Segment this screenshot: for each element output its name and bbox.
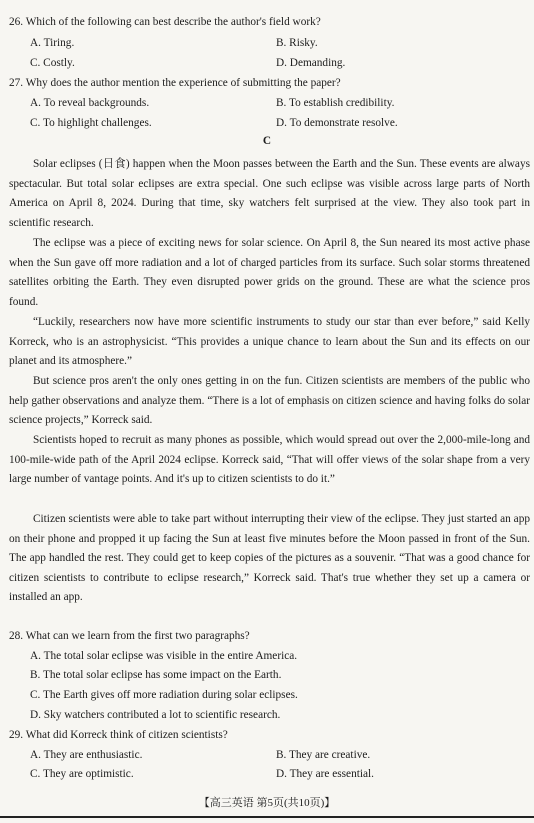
section-c-label: C [262, 135, 272, 147]
q28-option-d: D. Sky watchers contributed a lot to scientific research. [30, 709, 281, 721]
q29-option-b: B. They are creative. [276, 749, 371, 761]
q26-option-b: B. Risky. [276, 37, 318, 49]
passage-paragraph-3: “Luckily, researchers now have more scientific instruments to study our star than ever before,” said Kelly Korreck, who is an astrophysicist. “This provides a unique chance to learn about the Sun and its effects on our planet and its atmosphere.” [9, 316, 530, 368]
passage-paragraph-6: Citizen scientists were able to take part without interrupting their view of the eclipse. They just started an app on their phone and propped it up facing the Sun at least five minutes before the Moon passed in front of the Sun. The app handled the rest. They could get to keep copies of the pictures as a souvenir. “That was a good chance for citizen scientists to contribute to eclipse research,” Korreck said. That's true whether they set up a camera or installed an app. [9, 513, 530, 604]
q29-option-d: D. They are essential. [276, 768, 374, 780]
page-footer: 【高三英语 第5页(共10页)】 [198, 797, 336, 809]
q26-option-c: C. Costly. [30, 57, 75, 69]
bottom-rule [0, 816, 534, 818]
q26-option-d: D. Demanding. [276, 57, 346, 69]
question-28-stem: 28. What can we learn from the first two paragraphs? [9, 630, 250, 642]
q28-option-c: C. The Earth gives off more radiation during solar eclipses. [30, 689, 298, 701]
q27-option-a: A. To reveal backgrounds. [30, 97, 150, 109]
q27-option-c: C. To highlight challenges. [30, 117, 152, 129]
q28-option-a: A. The total solar eclipse was visible in the entire America. [30, 650, 298, 662]
q26-option-a: A. Tiring. [30, 37, 75, 49]
passage-paragraph-1: Solar eclipses (日食) happen when the Moon passes between the Earth and the Sun. These events are always spectacular. But total solar eclipses are extra special. One such eclipse was visible across large parts of North America on April 8, 2024. During that time, sky watchers felt surprised at the view. They also took part in scientific research. [9, 158, 530, 229]
q29-option-a: A. They are enthusiastic. [30, 749, 143, 761]
q28-option-b: B. The total solar eclipse has some impact on the Earth. [30, 669, 282, 681]
question-27-stem: 27. Why does the author mention the experience of submitting the paper? [9, 77, 341, 89]
passage-paragraph-4: But science pros aren't the only ones getting in on the fun. Citizen scientists are members of the public who help gather observations and analyze them. “There is a lot of emphasis on citizen science and having folks do solar science projects,” Korreck said. [9, 375, 530, 427]
q27-option-b: B. To establish credibility. [276, 97, 395, 109]
question-29-stem: 29. What did Korreck think of citizen scientists? [9, 729, 228, 741]
question-26-stem: 26. Which of the following can best describe the author's field work? [9, 16, 321, 28]
q29-option-c: C. They are optimistic. [30, 768, 134, 780]
passage-paragraph-5: Scientists hoped to recruit as many phones as possible, which would spread out over the 2,000-mile-long and 100-mile-wide path of the April 2024 eclipse. Korreck said, “That will offer views of the solar shape from a very large number of vantage points. And it's up to citizen scientists to do it.” [9, 434, 530, 486]
passage-paragraph-2: The eclipse was a piece of exciting news for solar science. On April 8, the Sun neared its most active phase when the Sun gave off more radiation and a lot of charged particles from its surface. Such solar storms threatened satellites orbiting the Earth. They even disrupted power grids on the ground. These are what the science pros found. [9, 237, 530, 308]
q27-option-d: D. To demonstrate resolve. [276, 117, 398, 129]
